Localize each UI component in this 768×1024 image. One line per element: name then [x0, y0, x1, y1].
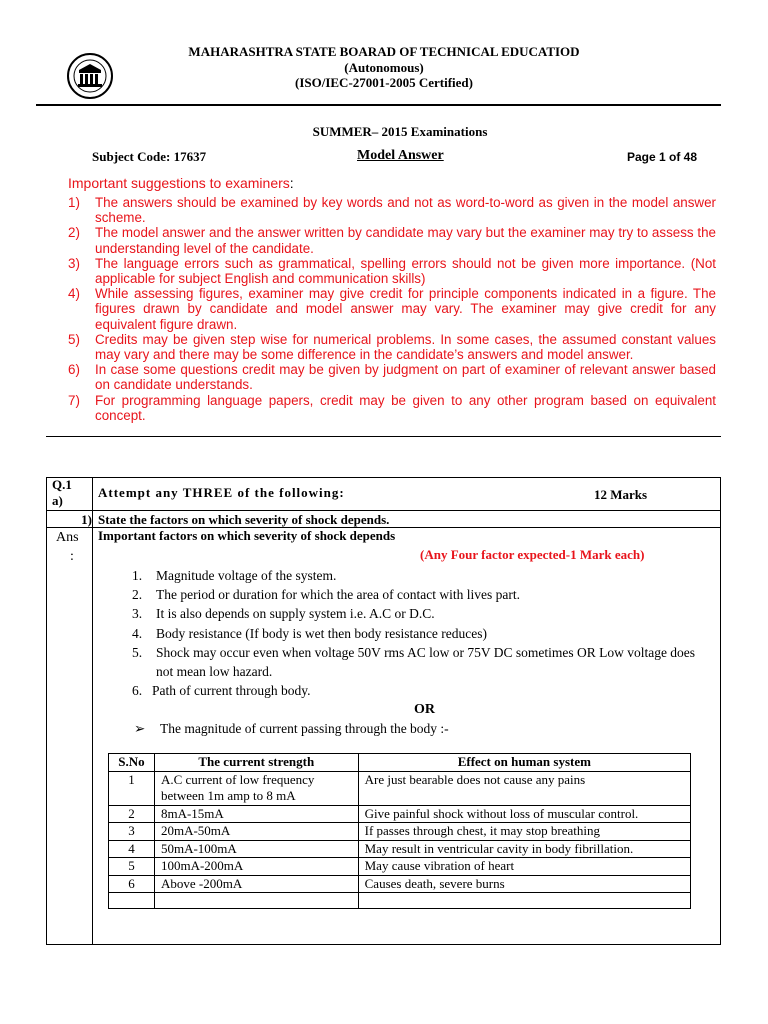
table-row	[109, 893, 691, 909]
question-label: Q.1 a)	[52, 477, 72, 508]
suggestions-title-text: Important suggestions to examiners	[68, 175, 290, 191]
header-divider	[36, 104, 721, 106]
list-item: 4) While assessing figures, examiner may give credit for principle components indicated in a figure. The figures drawn by candidate and model answer may vary. The examiner may give credit for any equivalent figure drawn.	[68, 286, 716, 332]
table-row: 4 50mA-100mA May result in ventricular cavity in body fibrillation.	[109, 840, 691, 858]
suggestions-list	[68, 195, 716, 423]
list-item: 5) Credits may be given step wise for numerical problems. In some cases, the assumed constant values may vary and there may be some difference in the candidate’s answers and model answer.	[68, 331, 716, 363]
model-answer-label: Model Answer	[357, 148, 444, 163]
answer-box-column-divider	[92, 477, 93, 945]
list-item: 6) In case some questions credit may be given by judgment on part of examiner of relevant answer based on candidate understands.	[68, 362, 716, 393]
subject-code: Subject Code: 17637	[92, 149, 207, 164]
table-header-row	[109, 754, 691, 772]
board-name: MAHARASHTRA STATE BOARAD OF TECHNICAL EDUCATIOD	[188, 44, 580, 59]
column-header: Effect on human system	[358, 754, 690, 772]
arrow-bullet-icon: ➢	[134, 721, 146, 736]
table-row: 5 100mA-200mA May cause vibration of heart	[109, 858, 691, 876]
suggestions-title-colon: :	[289, 175, 294, 191]
column-header: S.No	[109, 754, 155, 772]
answer-heading: Important factors on which severity of shock depends	[98, 528, 396, 543]
column-header: The current strength	[154, 754, 358, 772]
question-marks: 12 Marks	[594, 487, 648, 502]
table-row: 2 8mA-15mA Give painful shock without loss of muscular control.	[109, 805, 691, 823]
list-item: 2. The period or duration for which the area of contact with lives part.	[132, 587, 520, 603]
list-item: 7) For programming language papers, credit may be given to any other program based on equivalent concept.	[68, 392, 716, 423]
answer-label: Ans :	[56, 530, 79, 564]
list-item: 3) The language errors such as grammatical, spelling errors should not be given more importance. (Not applicable for subject English and communication skills)	[68, 255, 716, 287]
list-item: 5. Shock may occur even when voltage 50V rms AC low or 75V DC sometimes OR Low voltage does not mean low hazard.	[132, 644, 696, 680]
list-item: 1) The answers should be examined by key words and not as word-to-word as given in the model answer scheme.	[68, 195, 716, 226]
marking-scheme-note: (Any Four factor expected-1 Mark each)	[420, 547, 645, 562]
list-item: 4. Body resistance (If body is wet then body resistance reduces)	[132, 625, 488, 641]
or-separator: OR	[414, 702, 435, 717]
sub-question-text: State the factors on which severity of shock depends.	[98, 512, 390, 527]
list-item: 1. Magnitude voltage of the system.	[132, 568, 337, 583]
table-row: 3 20mA-50mA If passes through chest, it may stop breathing	[109, 823, 691, 841]
autonomous-label: (Autonomous)	[344, 60, 424, 75]
suggestions-divider	[46, 436, 721, 437]
current-magnitude-intro: The magnitude of current passing through the body :-	[160, 721, 449, 736]
sub-question-number: 1)	[81, 512, 92, 527]
list-item: 6. Path of current through body.	[132, 683, 311, 699]
question-instruction: Attempt any THREE of the following:	[98, 485, 345, 500]
answer-box-row-divider	[46, 510, 721, 511]
certification-label: (ISO/IEC-27001-2005 Certified)	[294, 75, 473, 90]
current-effects-table	[108, 753, 691, 909]
factor-list	[132, 566, 704, 700]
list-item: 3. It is also depends on supply system i.e. A.C or D.C.	[132, 606, 435, 622]
list-item: 2) The model answer and the answer written by candidate may vary but the examiner may try to assess the understanding level of the candidate.	[68, 225, 716, 256]
page-number: Page 1 of 48	[627, 150, 698, 164]
table-row: 6 Above -200mA Causes death, severe burns	[109, 875, 691, 893]
exam-title: SUMMER– 2015 Examinations	[312, 124, 488, 139]
table-row: 1 A.C current of low frequency between 1m amp to 8 mA Are just bearable does not cause any pains	[109, 771, 691, 805]
suggestions-title	[68, 175, 294, 191]
